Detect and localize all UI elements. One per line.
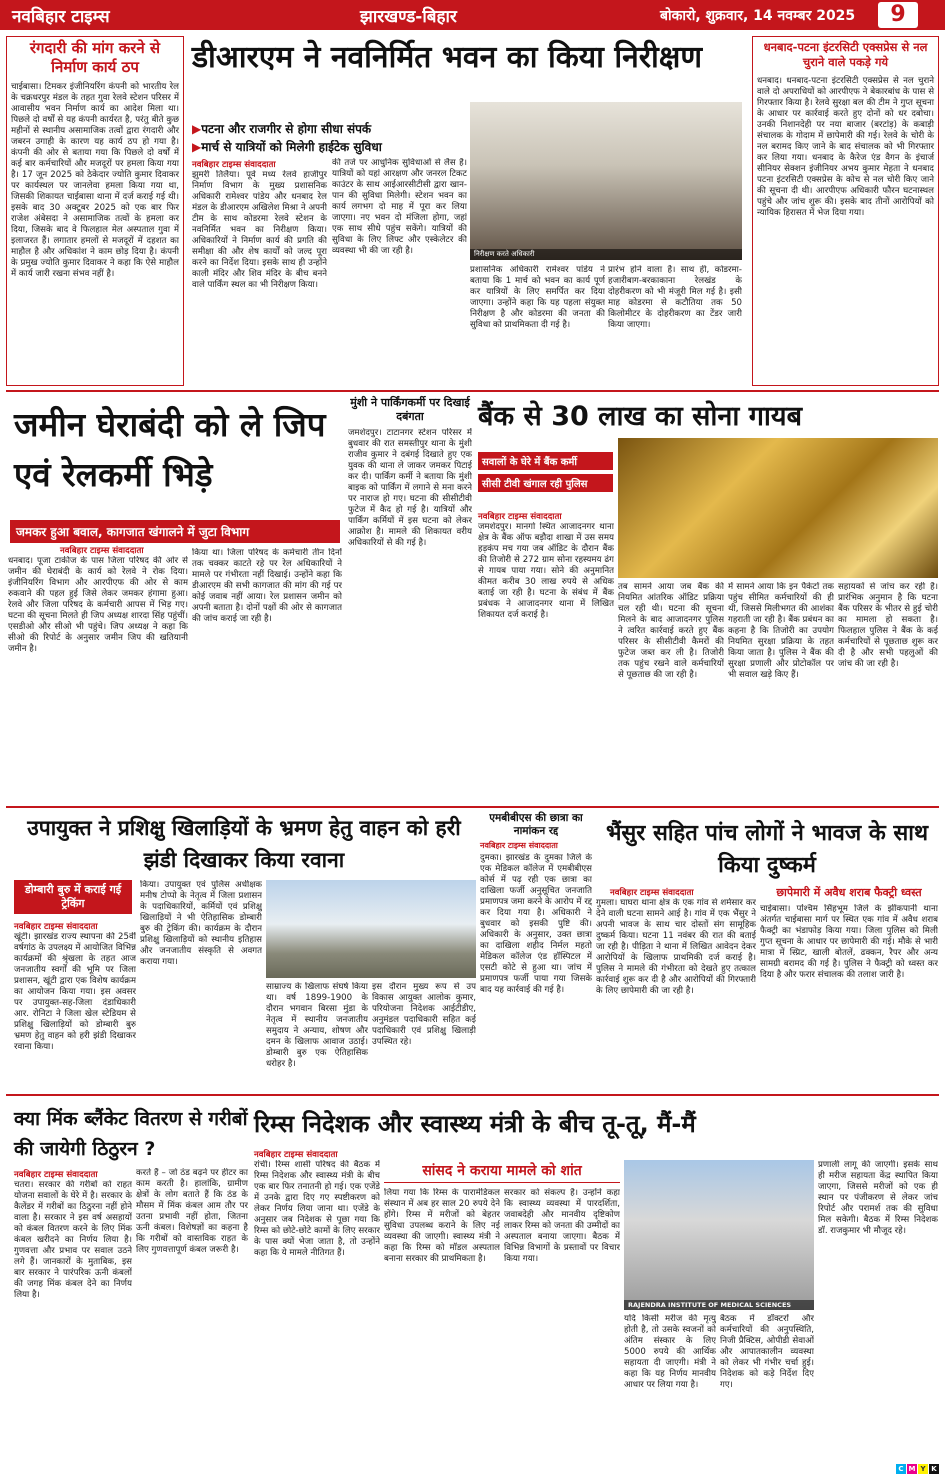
story-rangdari <box>6 36 184 386</box>
drm-photo-caption: निरीक्षण करते अधिकारी <box>470 249 742 260</box>
drm-inspection-photo <box>470 102 742 260</box>
row-divider <box>6 390 939 392</box>
story-drm-headline: डीआरएम ने नवनिर्मित भवन का किया निरीक्षण <box>192 40 703 75</box>
story-dhanbad <box>752 36 939 386</box>
story-upayukt-sub: डोम्बारी बुरु में कराई गई ट्रेकिंग <box>14 880 132 914</box>
story-kambal-body-2: करते हैं – जो ठंड बढ़ने पर हीटर का काम करती है। हालांकि, ग्रामीण क्षेत्रों के लोग बताते हैं कि ठंड के मौसम में मिंक कंबल आम तौर पर उतना प्रभावी नहीं होता, जितना ऊनी कंबल। विशेषज्ञों का कहना है कि गरीबों को वास्तविक राहत के लिए गुणवत्तापूर्ण कंबल जरूरी है। <box>136 1168 248 1255</box>
story-bank-sub-2: सीसी टीवी खंगाल रही पुलिस <box>478 474 613 492</box>
issue-date: बोकारो, शुक्रवार, 14 नवम्बर 2025 <box>660 8 856 24</box>
paper-name: नवबिहार टाइम्स <box>12 7 110 27</box>
story-upayukt-body-2: किया। उपायुक्त एवं पुलिस अधीक्षक मनीष टोप्पो के नेतृत्व में जिला प्रशासन के पदाधिकारियों, कर्मियों एवं प्रशिक्षु खिलाड़ियों ने भी ऐतिहासिक डोम्बारी बुरु की ट्रेकिंग की। कार्यक्रम के दौरान प्रशिक्षु खिलाड़ियों को स्थानीय इतिहास और जनजातीय संस्कृति से अवगत कराया गया। <box>140 880 262 967</box>
story-zameen-body-1: धनबाद। पूजा टाकीज के पास जिला परिषद की ओर से जमीन की घेराबंदी के कार्य को रेलवे ने रोक दिया। इंजीनियरिंग विभाग और आरपीएफ की ओर से काम रुकवाने की पहल हुई जिसे लेकर जमकर हंगामा हुआ। रेलवे और जिला परिषद के कर्मचारी आपस में भिड़ गए। घटना की सूचना मिलते ही जिप अध्यक्ष शारदा सिंह पहुंचीं। एसडीओ और सीओ भी पहुंचे। जिप अध्यक्ष ने कहा कि सीओ की रिपोर्ट के अनुसार जमीन जिप की खतियानी जमीन है। <box>8 556 188 654</box>
story-munshi-body: जमशेदपुर। टाटानगर स्टेशन परिसर में बुधवार की रात समस्तीपुर थाना के मुंशी राजीव कुमार ने दबंगई दिखाते हुए एक युवक की थाना ले जाकर जमकर पिटाई कर दी। पार्किंग कर्मी ने बताया कि मुंशी बाइक को पार्किंग में लगाने से मना करने पर नाराज हो गए। घटना की सीसीटीवी फुटेज में कैद हो गई है। यात्रियों और पार्किंग कर्मियों में इस घटना को लेकर आक्रोश है। मामले की शिकायत वरीय अधिकारियों से की गई है। <box>348 428 472 548</box>
story-upayukt-body-4: इस दौरान मुख्य रूप से उप विकास आयुक्त आलोक कुमार, परियोजना निदेशक आईटीडीए, अनुमंडल पदाधिकारी सहित कई पदाधिकारी एवं प्रशिक्षु खिलाड़ी उपस्थित रहे। <box>372 982 476 1047</box>
story-upayukt-headline: उपायुक्त ने प्रशिक्षु खिलाड़ियों के भ्रमण हेतु वाहन को हरी झंडी दिखाकर किया रवाना <box>27 816 461 872</box>
story-bank-body-3: में सामने आया कि इन पैकेटों तक पहुंच सीमित कर्मचारियों की ही थी, जिससे मिलीभगत की आशंका गहराती जा रही है। बैंक प्रबंधन का कहना है कि तिजोरी का उपयोग नियमित सुरक्षा प्रक्रिया के तहत किया जाता है। पुलिस ने बैंक की सुरक्षा प्रणाली और प्रोटोकॉल पर भी सवाल खड़े किए हैं। <box>728 582 834 680</box>
story-rims-body-4: यदि किसी मरीज की मृत्यु होती है, तो उसके स्वजनों को अंतिम संस्कार के लिए 5000 रुपये की आर्थिक सहायता दी जाएगी। मंत्री ने कहा कि यह निर्णय मानवीय आधार पर लिया गया है। <box>624 1314 716 1390</box>
cmyk-k: K <box>929 1464 939 1474</box>
story-rims-body-2: लिया गया कि रिम्स के पारामेडिकल संस्थान में अब हर साल 20 रुपये देने होंगे। रिम्स में मरीजों को बेहतर सुविधा उपलब्ध कराने के लिए नई व्यवस्था की जाएगी। स्वास्थ्य मंत्री ने कहा कि रिम्स को मॉडल अस्पताल बनाना सरकार की प्राथमिकता है। <box>384 1188 500 1264</box>
story-drm-byline: नवबिहार टाइम्स संवाददाता <box>192 160 276 170</box>
story-rims-body-1: रांची। रिम्स शासी परिषद की बैठक में रिम्स निदेशक और स्वास्थ्य मंत्री के बीच एक बार फिर तनातनी हो गई। एक एजेंडे में उनके द्वारा दिए गए स्पष्टीकरण को लेकर निर्णय लिया जाना था। एजेंडे के अनुसार जब निदेशक से पूछा गया कि रिम्स को छोटे-छोटे कामों के लिए सरकार के पास क्यों भेजा जाता है, तो उन्होंने कहा कि ये मामले नीतिगत हैं। <box>254 1160 380 1258</box>
story-sharab <box>760 886 938 1088</box>
story-bank-body-4: सहायकों से जांच कर रही है। प्रारंभिक अनुमान है कि घटना बैंक परिसर के भीतर से हुई चोरी का मामला हो सकता है। फिलहाल पुलिस ने बैंक के कई कर्मचारियों से पूछताछ शुरू कर दी है और सभी पहलुओं की जांच की जा रही है। <box>838 582 938 669</box>
story-mbbs-headline: एमबीबीएस की छात्रा का नामांकन रद्द <box>489 812 583 837</box>
row-divider <box>6 1094 939 1096</box>
story-sharab-headline: छापेमारी में अवैध शराब फैक्ट्री ध्वस्त <box>776 886 922 899</box>
story-rims-headline: रिम्स निदेशक और स्वास्थ्य मंत्री के बीच तू-तू, मैं-मैं <box>254 1110 696 1138</box>
story-sharab-body: चाईबासा। पश्चिम सिंहभूम जिले के झींकपानी थाना अंतर्गत चाईबासा मार्ग पर स्थित एक गांव में अवैध शराब फैक्ट्री का भंडाफोड़ किया गया। जिला पुलिस को मिली गुप्त सूचना के आधार पर छापेमारी की गई। मौके से भारी मात्रा में स्प्रिट, खाली बोतलें, ढक्कन, रैपर और अन्य सामग्री बरामद की गई है। पुलिस ने फैक्ट्री को ध्वस्त कर दिया है और फरार संचालक की तलाश जारी है। <box>760 904 938 980</box>
story-bhaisur-byline: नवबिहार टाइम्स संवाददाता <box>610 888 694 898</box>
row-divider <box>6 806 939 808</box>
story-drm-bullet-1: ▶पटना और राजगीर से होगा सीधा संपर्क <box>192 122 372 136</box>
story-bank-headline: बैंक से 30 लाख का सोना गायब <box>478 401 802 432</box>
story-mbbs <box>480 812 592 1088</box>
story-upayukt-byline: नवबिहार टाइम्स संवाददाता <box>14 922 98 932</box>
story-kambal-byline: नवबिहार टाइम्स संवाददाता <box>14 1170 98 1180</box>
story-drm-body-4: प्रारंभ होने वाला है। साथ ही, कोडरमा-हजारीबाग-बरकाकाना रेलखंड के दोहरीकरण को भी मंजूरी मिल गई है। इसी माह कोडरमा से कटौतिया तक 50 किलोमीटर के दोहरीकरण का टेंडर जारी किया जाएगा। <box>608 265 742 330</box>
story-dhanbad-body: धनबाद। धनबाद-पटना इंटरसिटी एक्सप्रेस से नल चुराने वाले दो अपराधियों को आरपीएफ ने बेकारबांध के पास से गिरफ्तार किया है। रेलवे सुरक्षा बल की टीम ने गुप्त सूचना के आधार पर कार्रवाई करते हुए दोनों को धर दबोचा। उनकी निशानदेही पर नया बाजार (बरटांड़) के कबाड़ी संचालक के गोदाम में छापेमारी की गई। रेलवे के चोरी के नल बरामद किए जाने के बाद संचालक को भी गिरफ्तार कर लिया गया। धनबाद के कैरेज एंड वैगन के इंचार्ज सीनियर सेक्शन इंजीनियर अभय कुमार मेहता ने धनबाद पटना इंटरसिटी एक्सप्रेस के कोच से नल चोरी किए जाने की सूचना दी थी। आरपीएफ अधिकारी फौरन घटनास्थल पहुंचे और जांच शुरू की। इसके बाद तीनों आरोपियों को न्यायिक हिरासत में भेज दिया गया। <box>757 76 934 218</box>
story-bhaisur-body: गुमला। घाघरा थाना क्षेत्र के एक गांव से शर्मसार कर देने वाली घटना सामने आई है। गांव में एक भैंसुर ने अपनी भावज के साथ चार दोस्तों संग सामूहिक दुष्कर्म किया। घटना 11 नवंबर की रात की बताई जा रही है। पीड़िता ने थाना में लिखित आवेदन देकर आरोपियों के खिलाफ प्राथमिकी दर्ज कराई है। पुलिस ने मामले की गंभीरता को देखते हुए तत्काल कार्रवाई शुरू कर दी है और आरोपियों की गिरफ्तारी के लिए छापेमारी की जा रही है। <box>596 898 756 996</box>
story-munshi-headline: मुंशी ने पार्किंगकर्मी पर दिखाई दबंगता <box>350 396 470 423</box>
cmyk-registration-marks <box>896 1464 939 1474</box>
story-bank-sub-1: सवालों के घेरे में बैंक कर्मी <box>478 452 613 470</box>
story-drm-body-1: झुमरी तिलैया। पूर्व मध्य रेलवे हाजीपुर निर्माण विभाग के मुख्य प्रशासनिक अधिकारी रामेश्वर पांडेय और धनबाद रेल मंडल के डीआरएम अखिलेश मिश्रा ने अपनी टीम के साथ कोडरमा रेलवे स्टेशन के नवनिर्मित भवन का निरीक्षण किया। अधिकारियों ने निर्माण कार्य की प्रगति की समीक्षा की और शेष कार्यों को जल्द पूरा करने का निर्देश दिया। इसके साथ ही उन्होंने काली मंदिर और शिव मंदिर के बीच बनने वाले पार्किंग स्थल का भी निरीक्षण किया। <box>192 170 327 290</box>
story-mbbs-body: दुमका। झारखंड के दुमका जिले के एक मेडिकल कॉलेज में एमबीबीएस कोर्स में पढ़ रही एक छात्रा का दाखिला फर्जी अनुसूचित जनजाति प्रमाणपत्र जमा करने के आरोप में रद्द कर दिया गया है। अधिकारी ने बुधवार को इसकी पुष्टि की। अधिकारी के अनुसार, उक्त छात्रा का दाखिला शहीद निर्मल महतो मेडिकल कॉलेज एंड हॉस्पिटल में एसटी कोटे से हुआ था। जांच में प्रमाणपत्र फर्जी पाया गया जिसके बाद यह कार्रवाई की गई है। <box>480 853 592 995</box>
story-bank-byline: नवबिहार टाइम्स संवाददाता <box>478 512 562 522</box>
story-rims-sub: सांसद ने कराया मामले को शांत <box>384 1160 620 1183</box>
story-kambal-headline: क्या मिंक ब्लैंकेट वितरण से गरीबों की जायेगी ठिठुरन ? <box>14 1108 248 1160</box>
story-bank-body-2: तब सामने आया जब बैंक की नियमित आंतरिक ऑडिट प्रक्रिया चल रही थी। घटना की सूचना मिलने के बाद आजादनगर पुलिस ने त्वरित कार्रवाई करते हुए बैंक परिसर के सीसीटीवी कैमरों की फुटेज जब्त कर ली है। तिजोरी तक पहुंच रखने वाले कर्मचारियों से पूछताछ की जा रही है। <box>618 582 724 680</box>
page-number: 9 <box>878 2 918 28</box>
cmyk-y: Y <box>918 1464 928 1474</box>
story-zameen-sub: जमकर हुआ बवाल, कागजात खंगालने में जुटा विभाग <box>10 520 340 543</box>
story-drm-body-2: की तर्ज पर आधुनिक सुविधाओं से लैस है। यात्रियों को यहां आरक्षण और जनरल टिकट काउंटर के साथ आईआरसीटीसी द्वारा खान-पान की सुविधा मिलेगी। स्टेशन भवन का कार्य लगभग दो माह में पूरा कर लिया जाएगा। नए भवन दो मंजिला होगा, जहां एक साथ सीधे पहुंच सकेंगे। यात्रियों की सुविधा के लिए लिफ्ट और एस्केलेटर की व्यवस्था भी की जा रही है। <box>332 158 467 256</box>
gold-bars-photo <box>618 438 938 578</box>
story-bhaisur-headline: भैंसुर सहित पांच लोगों ने भावज के साथ किया दुष्कर्म <box>605 821 929 878</box>
rims-photo-caption: RAJENDRA INSTITUTE OF MEDICAL SCIENCES <box>624 1300 814 1310</box>
story-munshi <box>348 396 472 800</box>
story-rangdari-headline: रंगदारी की मांग करने से निर्माण कार्य ठप <box>29 39 161 76</box>
masthead <box>0 0 945 30</box>
story-zameen-headline: जमीन घेराबंदी को ले जिप एवं रेलकर्मी भिड़े <box>14 405 326 494</box>
story-drm-bullet-2: ▶मार्च से यात्रियों को मिलेगी हाईटेक सुविधा <box>192 140 382 154</box>
story-bank-body-1: जमशेदपुर। मानगो स्थित आजादनगर थाना क्षेत्र के बैंक ऑफ बड़ौदा शाखा में उस समय हड़कंप मच गया जब ऑडिट के दौरान बैंक की तिजोरी से 272 ग्राम सोना रहस्यमय ढंग से गायब पाया गया। सोने की अनुमानित कीमत करीब 30 लाख रुपये से अधिक बताई जा रही है। घटना के संबंध में बैंक प्रबंधक ने आजादनगर थाना में लिखित शिकायत दर्ज कराई है। <box>478 522 614 620</box>
section-name: झारखण्ड-बिहार <box>360 7 457 27</box>
rims-building-photo <box>624 1160 814 1310</box>
cmyk-c: C <box>896 1464 906 1474</box>
story-rims-body-3: सरकार को संकल्प है। उन्होंने कहा कि स्वास्थ्य व्यवस्था में पारदर्शिता, जवाबदेही और मानवीय दृष्टिकोण लाकर रिम्स को जनता की उम्मीदों का अस्पताल बनाया जाएगा। बैठक में विभिन्न विभागों के प्रस्तावों पर विचार किया गया। <box>504 1188 620 1264</box>
story-rims-byline: नवबिहार टाइम्स संवाददाता <box>254 1150 338 1160</box>
story-kambal-body-1: चतरा। सरकार की गरीबों को राहत योजना सवालों के घेरे में है। सरकार के कैलेंडर में गरीबों का ठिठुरना नहीं होने वाला है। सरकार ने इस वर्ष असहायों को कंबल वितरण करने के लिए मिंक कंबल खरीदने का निर्णय लिया है। गुणवत्ता और प्रभाव पर सवाल उठने लगे हैं। जानकारों के मुताबिक, इस बार सरकार ने पारंपरिक ऊनी कंबलों की जगह मिंक कंबल देने का निर्णय लिया है। <box>14 1180 132 1300</box>
bus-flagoff-photo <box>266 880 476 978</box>
story-rims-body-6: प्रणाली लागू की जाएगी। इसके साथ ही मरीज सहायता केंद्र स्थापित किया जाएगा, जिससे मरीजों को एक ही स्थान पर पंजीकरण से लेकर जांच रिपोर्ट और परामर्श तक की सुविधा मिल सकेगी। बैठक में रिम्स निदेशक डॉ. राजकुमार भी मौजूद रहे। <box>818 1160 938 1236</box>
story-rangdari-body: चाईबासा। टिमकर इंजीनियरिंग कंपनी को भारतीय रेल के चक्रधरपुर मंडल के तहत गुवा रेलवे स्टेशन परिसर में आवासीय भवन निर्माण कार्य का आदेश मिला था। पिछले दो वर्षों से यह कंपनी कार्यरत है, परंतु बीते कुछ महीनों से स्थानीय असामाजिक तत्वों द्वारा रंगदारी और जबरन उगाही के कारण यह कार्य ठप हो गया है। कंपनी की ओर से बताया गया कि पिछले दो वर्षों में कई बार कर्मचारियों और मजदूरों पर हमला किया गया है। 17 जून 2025 को ठेकेदार ज्योति कुमार दिवाकर पर कार्यस्थल पर जानलेवा हमला किया गया था, जिसकी शिकायत चाईबासा थाना में दर्ज कराई गई थी। इसके बाद 30 अक्टूबर 2025 को एक बार फिर राजेश अंबेसदा ने असामाजिक तत्वों के हमला कर दिया, जिसके बाद वे फिलहाल मेल अस्पताल गुवा में इलाजरत हैं। लगातार हमलों से मजदूरों में दहशत का माहौल है और अधिकांश ने काम छोड़ दिया है। कंपनी के प्रमुख ज्योति कुमार दिवाकर ने कहा कि ऐसे माहौल में कार्य जारी रखना संभव नहीं है। <box>11 82 179 279</box>
story-rims-body-5: बैठक में डॉक्टरों और कर्मचारियों की अनुपस्थिति, निजी प्रैक्टिस, ओपीडी सेवाओं और आपातकालीन व्यवस्था को लेकर भी गंभीर चर्चा हुई। निदेशक को कड़े निर्देश दिए गए। <box>720 1314 814 1390</box>
story-zameen-byline: नवबिहार टाइम्स संवाददाता <box>60 546 144 556</box>
story-upayukt-body-3: साम्राज्य के खिलाफ संघर्ष किया था। वर्ष 1899-1900 के दौरान भगवान बिरसा मुंडा के नेतृत्व में स्थानीय जनजातीय समुदाय ने अन्याय, शोषण और दमन के खिलाफ आवाज उठाई। डोम्बारी बुरु एक ऐतिहासिक धरोहर है। <box>266 982 368 1069</box>
story-upayukt-body-1: खूंटी। झारखंड राज्य स्थापना की 25वीं वर्षगांठ के उपलक्ष्य में आयोजित विभिन्न कार्यक्रमों की श्रृंखला के तहत आज जनजातीय स्वर्गों की भूमि पर जिला प्रशासन, खूंटी द्वारा एक विशेष कार्यक्रम का आयोजन किया गया। इस अवसर पर उपायुक्त-सह-जिला दंडाधिकारी आर. रोनिटा ने जिला खेल स्टेडियम से प्रशिक्षु खिलाड़ियों को डोम्बारी बुरु भ्रमण हेतु वाहन को हरी झंडी दिखाकर रवाना किया। <box>14 932 136 1052</box>
story-drm-body-3: प्रशासनिक अधिकारी रामेश्वर पांडेय ने बताया कि 1 मार्च को भवन का कार्य पूर्ण कर यात्रियों के लिए समर्पित कर दिया जाएगा। उन्होंने कहा कि यह पहला संयुक्त निरीक्षण है और कोडरमा की जनता की सुविधा को प्राथमिकता दी गई है। <box>470 265 605 330</box>
story-zameen-body-2: किया था। जिला परिषद के कर्मचारी तीन दिनों तक चक्कर काटते रहे पर रेल अधिकारियों ने मामले पर गंभीरता नहीं दिखाई। उन्होंने कहा कि डीआरएम की सभी कागजात की मांग की गई पर कोई जवाब नहीं आया। रेल प्रशासन जमीन को अपनी बताता है। दोनों पक्षों की ओर से कागजात की जांच कराई जा रही है। <box>192 548 342 624</box>
story-mbbs-byline: नवबिहार टाइम्स संवाददाता <box>480 841 558 850</box>
story-dhanbad-headline: धनबाद-पटना इंटरसिटी एक्सप्रेस से नल चुराने वाले पकड़े गये <box>763 40 928 69</box>
cmyk-m: M <box>908 1465 916 1473</box>
